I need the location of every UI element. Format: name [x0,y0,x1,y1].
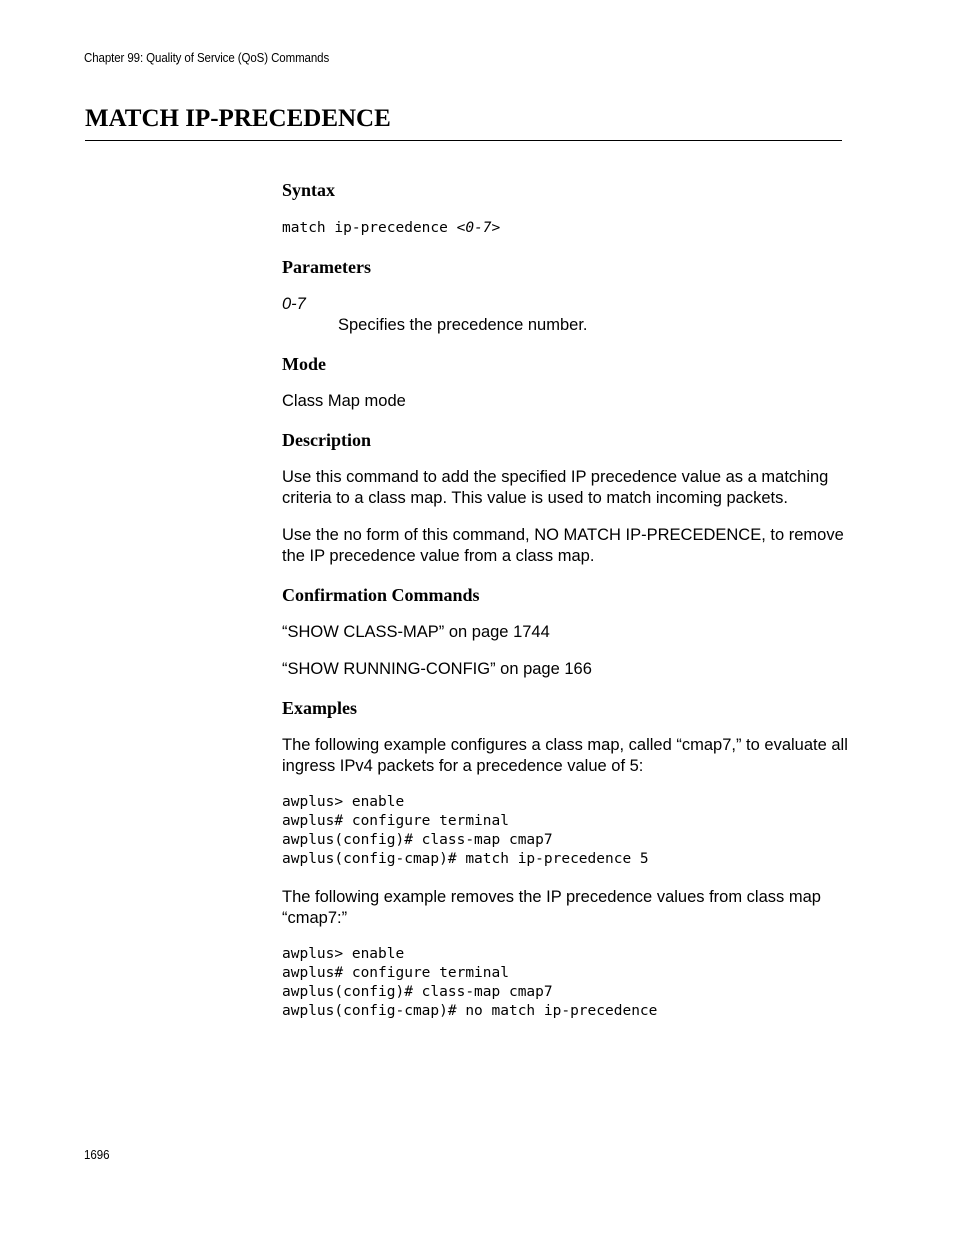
example-code-1: awplus> enable awplus# configure terminal awplus(config)# class-map cmap7 awplus(config-cmap)# match ip-precedence 5 [282,794,649,867]
confirmation-reference-1[interactable]: “SHOW CLASS-MAP” on page 1744 [282,623,550,641]
example-intro-1: The following example configures a class map, called “cmap7,” to evaluate all ingress IPv4 packets for a precedence value of 5: [282,736,848,775]
description-paragraph-2: Use the no form of this command, NO MATCH IP-PRECEDENCE, to remove the IP precedence value from a class map. [282,526,844,565]
parameter-description: Specifies the precedence number. [338,316,588,334]
parameter-name: 0-7 [282,295,306,313]
syntax-command: match ip-precedence [282,220,457,236]
mode-heading: Mode [282,354,326,374]
syntax-line [282,217,852,239]
parameters-heading: Parameters [282,257,371,277]
title-rule [85,140,842,141]
mode-text: Class Map mode [282,392,406,410]
description-heading: Description [282,430,371,450]
running-header: Chapter 99: Quality of Service (QoS) Commands [84,51,330,65]
example-code-2: awplus> enable awplus# configure terminal awplus(config)# class-map cmap7 awplus(config-cmap)# no match ip-precedence [282,946,658,1019]
page-number: 1696 [84,1148,110,1162]
page-title: MATCH IP-PRECEDENCE [85,105,391,132]
syntax-heading: Syntax [282,180,336,200]
examples-heading: Examples [282,698,358,718]
example-intro-2: The following example removes the IP precedence values from class map “cmap7:” [282,888,821,927]
syntax-argument: <0-7> [456,220,501,236]
description-paragraph-1: Use this command to add the specified IP precedence value as a matching criteria to a class map. This value is used to match incoming packets. [282,468,829,507]
confirmation-heading: Confirmation Commands [282,585,480,605]
main-content [282,178,852,1039]
confirmation-reference-2[interactable]: “SHOW RUNNING-CONFIG” on page 166 [282,660,592,678]
